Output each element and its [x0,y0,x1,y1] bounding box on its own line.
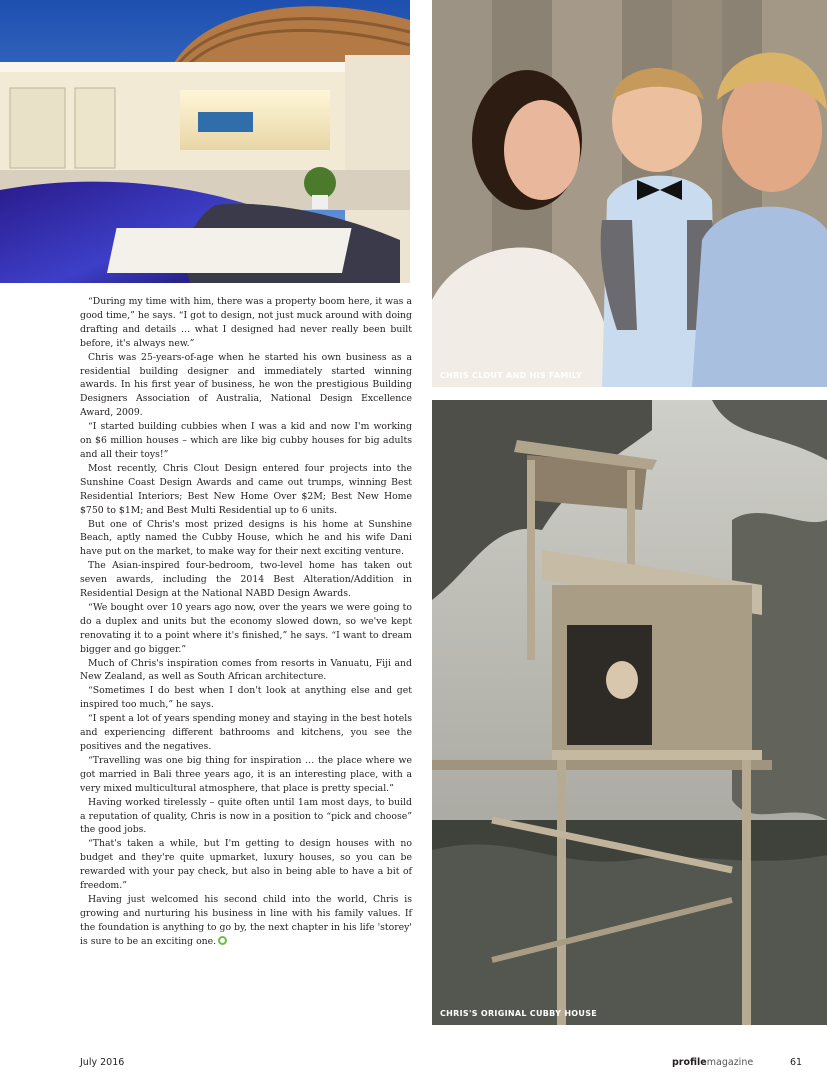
article-paragraph: But one of Chris's most prized designs is his home at Sunshine Beach, aptly named the Cubby House, which he and his wife Dani have put on the market, to make way for their next exciting venture. [80,518,412,558]
article-paragraph: “During my time with him, there was a property boom here, it was a good time,” he says. “I got to design, not just muck around with doing drafting and details … what I designed had never really been built before, it's always new.” [80,296,412,349]
article-body [80,295,412,949]
article-paragraph-text: Having just welcomed his second child into the world, Chris is growing and nurturing his business in line with his family values. If the foundation is anything to go by, the next chapter in his life 'storey' is sure to be an exciting one. [80,893,412,947]
article-paragraph: Having worked tirelessly – quite often until 1am most days, to build a reputation of quality, Chris is now in a position to “pick and choose” the good jobs. [80,796,412,836]
page-number: 61 [790,1057,803,1068]
article-paragraph: “Travelling was one big thing for inspiration … the place where we got married in Bali three years ago, it is an interesting place, with a very mixed multicultural atmosphere, that place is pretty special.” [80,754,412,794]
cubby-house-photo [432,400,827,1025]
article-paragraph: “I spent a lot of years spending money and staying in the best hotels and experiencing different bathrooms and kitchens, you see the positives and the negatives. [80,713,412,752]
family-photo [432,0,827,387]
cubby-house-photo-caption: CHRIS'S ORIGINAL CUBBY HOUSE [440,1009,598,1018]
magazine-name-bold: profile [672,1057,707,1068]
article-paragraph: “Sometimes I do best when I don't look at anything else and get inspired too much,” he says. [80,685,412,711]
magazine-name [672,1057,753,1068]
article-paragraph: “I started building cubbies when I was a kid and now I'm working on $6 million houses – which are like big cubby houses for big adults and all their toys!” [80,421,412,460]
article-paragraph: “We bought over 10 years ago now, over the years we were going to do a duplex and units but the economy slowed down, so we've kept renovating it to a point where it's finished,” he says. “I want to dream bigger and go bigger.” [80,601,412,655]
article-paragraph: Chris was 25-years-of-age when he started his own business as a residential building designer and immediately started winning awards. In his first year of business, he won the prestigious Building Designers Association of Australia, National Design Excellence Award, 2009. [80,351,412,419]
story-end-icon [218,936,227,945]
article-paragraph: The Asian-inspired four-bedroom, two-level home has taken out seven awards, including the 2014 Best Alteration/Addition in Residential Design at the National NABD Design Awards. [80,560,412,600]
article-paragraph: Most recently, Chris Clout Design entered four projects into the Sunshine Coast Design Awards and came out trumps, winning Best Residential Interiors; Best New Home Over $2M; Best New Home $750 to $1M; and Best Multi Residential up to 6 units. [80,462,412,516]
article-paragraph: “That's taken a while, but I'm getting to design houses with no budget and they're quite upmarket, luxury houses, so you can be rewarded with your pay check, but also in being able to have a bit of freedom.” [80,838,412,892]
family-photo-caption: CHRIS CLOUT AND HIS FAMILY [440,371,583,380]
house-pool-photo [0,0,410,283]
issue-date: July 2016 [80,1057,125,1068]
magazine-name-light: magazine [706,1057,754,1068]
article-last-paragraph [80,893,412,949]
article-paragraph: Much of Chris's inspiration comes from resorts in Vanuatu, Fiji and New Zealand, as well as South African architecture. [80,657,412,683]
